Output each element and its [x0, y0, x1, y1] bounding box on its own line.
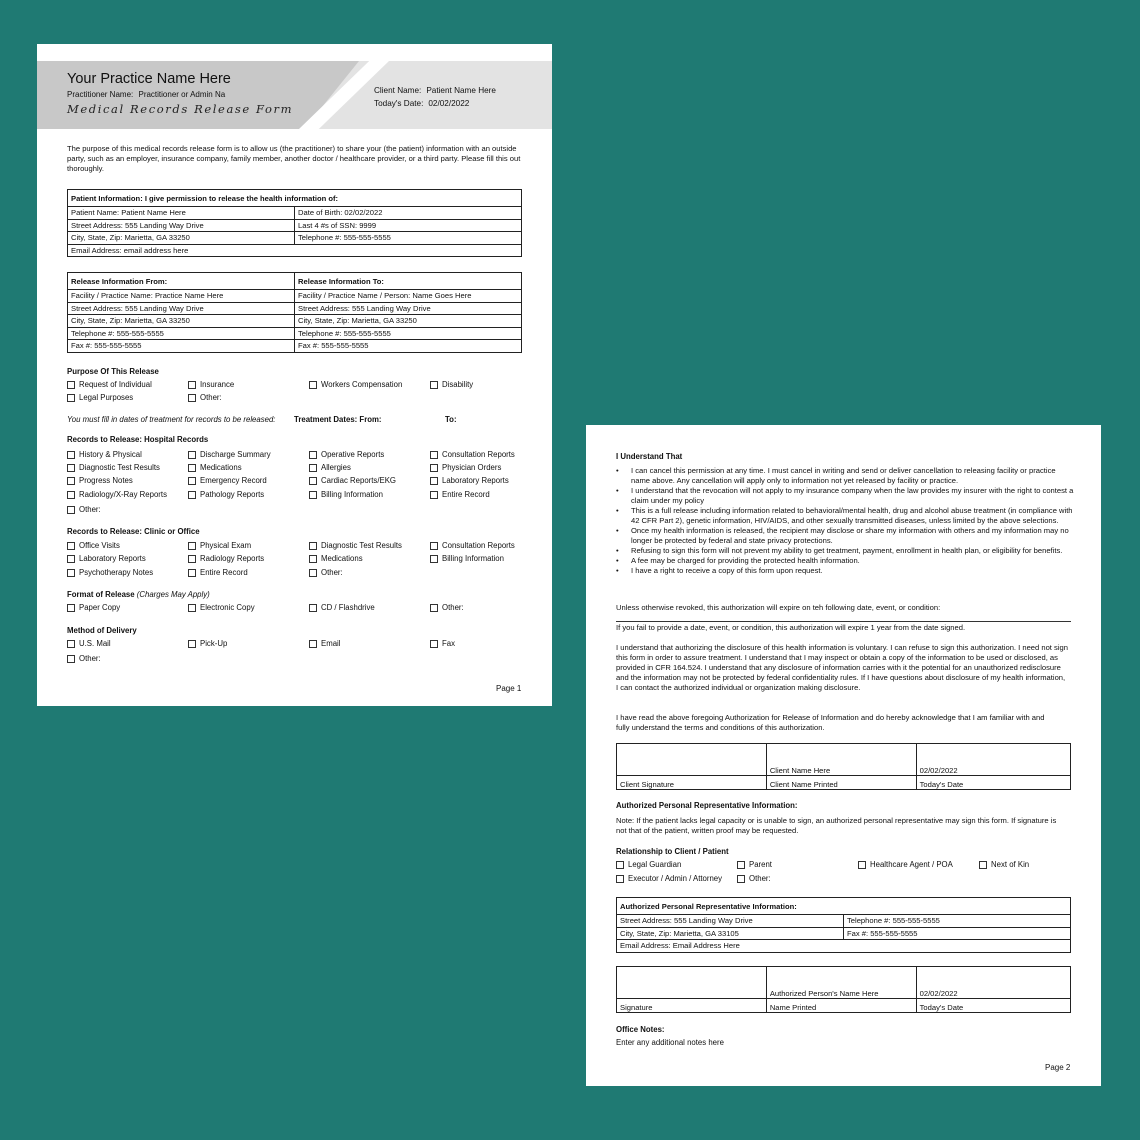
expire-input-line[interactable] [616, 621, 1071, 622]
from-city-field[interactable]: City, State, Zip: Marietta, GA 33250 [68, 315, 295, 328]
checkbox-box[interactable] [67, 394, 75, 402]
understand-list [616, 466, 1074, 576]
to-fax-field[interactable]: Fax #: 555-555-5555 [295, 340, 522, 353]
purpose-checkbox[interactable] [188, 380, 234, 389]
hospital-record-checkbox[interactable] [430, 463, 501, 472]
todays-date-label: Today's Date: [374, 99, 424, 108]
checkbox-box[interactable] [430, 381, 438, 389]
list-item: • Once my health information is released, the recipient may disclose or share my information with others and my information may no longer be protected by federal and state privacy protections. [616, 526, 1074, 546]
checkbox-box[interactable] [430, 640, 438, 648]
treatment-from-label[interactable]: Treatment Dates: From: [294, 415, 382, 424]
rep-printed-name-field[interactable]: Authorized Person's Name Here [766, 967, 916, 999]
rep-street-field[interactable]: Street Address: 555 Landing Way Drive [617, 915, 844, 928]
client-printed-name-field[interactable]: Client Name Here [766, 744, 916, 776]
list-item: • This is a full release including information related to behavioral/mental health, drug and alcohol abuse treatment (in compliance with 42 CFR Part 2), genetic information, HIV/AIDS, and other sexually transmitted diseases, unless limited by the above selections. [616, 506, 1074, 526]
expire-default-text: If you fail to provide a date, event, or condition, this authorization will expire 1 year from the date signed. [616, 623, 966, 632]
checkbox-box[interactable] [309, 604, 317, 612]
checkbox-label: Emergency Record [200, 476, 267, 485]
page-number: Page 2 [1045, 1063, 1071, 1072]
checkbox-label: Other: [749, 874, 771, 883]
purpose-checkbox[interactable] [67, 380, 152, 389]
checkbox-label: Other: [200, 393, 222, 402]
checkbox-box[interactable] [67, 464, 75, 472]
checkbox-label: Executor / Admin / Attorney [628, 874, 723, 883]
treatment-to-label[interactable]: To: [445, 415, 457, 424]
checkbox-label: Next of Kin [991, 860, 1030, 869]
checkbox-box[interactable] [188, 555, 196, 563]
hospital-record-checkbox[interactable] [67, 490, 167, 499]
checkbox-label: Allergies [321, 463, 351, 472]
hospital-records-heading: Records to Release: Hospital Records [67, 435, 209, 444]
rep-fax-field[interactable]: Fax #: 555-555-5555 [844, 927, 1071, 940]
rep-city-field[interactable]: City, State, Zip: Marietta, GA 33105 [617, 927, 844, 940]
clinic-record-checkbox[interactable] [309, 541, 402, 550]
checkbox-box[interactable] [430, 604, 438, 612]
todays-date-line [374, 99, 469, 108]
office-notes-heading: Office Notes: [616, 1025, 665, 1034]
checkbox-box[interactable] [430, 555, 438, 563]
relationship-checkbox[interactable] [616, 860, 681, 869]
checkbox-label: U.S. Mail [79, 639, 111, 648]
client-signature-table [616, 743, 1071, 790]
checkbox-box[interactable] [67, 569, 75, 577]
checkbox-box[interactable] [188, 604, 196, 612]
checkbox-label: Medications [200, 463, 242, 472]
client-name-label: Client Name: [374, 86, 422, 95]
checkbox-box[interactable] [430, 491, 438, 499]
checkbox-box[interactable] [188, 491, 196, 499]
hospital-record-checkbox[interactable] [188, 476, 267, 485]
checkbox-box[interactable] [430, 542, 438, 550]
checkbox-label: Consultation Reports [442, 450, 515, 459]
hospital-record-checkbox[interactable] [430, 490, 490, 499]
purpose-checkbox[interactable] [188, 393, 222, 402]
checkbox-box[interactable] [737, 875, 745, 883]
practitioner-label: Practitioner Name: [67, 90, 134, 99]
hospital-record-checkbox[interactable] [188, 490, 264, 499]
patient-info-heading: Patient Information: I give permission to release the health information of: [68, 190, 522, 207]
rep-info-table [616, 897, 1071, 953]
rep-signature-label: Signature [617, 999, 767, 1013]
clinic-records-heading: Records to Release: Clinic or Office [67, 527, 200, 536]
rep-date-field[interactable]: 02/02/2022 [916, 967, 1070, 999]
expire-text: Unless otherwise revoked, this authorization will expire on teh following date, event, or condition: [616, 603, 941, 612]
relationship-heading: Relationship to Client / Patient [616, 847, 729, 856]
todays-date-field[interactable]: 02/02/2022 [428, 99, 470, 108]
checkbox-box[interactable] [67, 451, 75, 459]
checkbox-label: Diagnostic Test Results [79, 463, 160, 472]
checkbox-label: Other: [321, 568, 343, 577]
voluntary-paragraph: I understand that authorizing the disclosure of this health information is voluntary. I can refuse to sign this authorization. I need not sign this form in order to assure treatment. I understand that I may inspect or obtain a copy of the information to be used or disclosed, as provided in CFR 164.524. I understand that any disclosure of information carries with it the potential for an unauthorized redisclosure and the information may not be protected by federal confidentiality rules. If I have questions about disclosure of my health information, I can contact the authorized individual or organization making disclosure. [616, 643, 1068, 692]
clinic-record-checkbox[interactable] [430, 554, 504, 563]
checkbox-box[interactable] [188, 451, 196, 459]
purpose-heading: Purpose Of This Release [67, 367, 159, 376]
delivery-checkbox[interactable] [430, 639, 455, 648]
form-title: Medical Records Release Form [67, 102, 294, 116]
checkbox-box[interactable] [67, 542, 75, 550]
hospital-record-checkbox[interactable] [309, 450, 384, 459]
rep-printed-label: Name Printed [766, 999, 916, 1013]
rep-info-heading: Authorized Personal Representative Information: [617, 898, 1071, 915]
client-signature-field[interactable] [617, 744, 767, 776]
list-item: • I have a right to receive a copy of this form upon request. [616, 566, 1074, 576]
client-printed-label: Client Name Printed [766, 776, 916, 790]
checkbox-label: Progress Notes [79, 476, 133, 485]
clinic-record-checkbox[interactable] [67, 554, 146, 563]
checkbox-box[interactable] [430, 464, 438, 472]
release-info-table [67, 272, 522, 353]
checkbox-box[interactable] [188, 477, 196, 485]
delivery-checkbox[interactable] [67, 654, 101, 663]
patient-street-field[interactable]: Street Address: 555 Landing Way Drive [68, 219, 295, 232]
from-street-field[interactable]: Street Address: 555 Landing Way Drive [68, 302, 295, 315]
checkbox-label: Legal Guardian [628, 860, 682, 869]
checkbox-label: Disability [442, 380, 474, 389]
checkbox-box[interactable] [67, 381, 75, 389]
page-2 [586, 425, 1101, 1086]
client-name-line [374, 86, 496, 95]
checkbox-box[interactable] [188, 381, 196, 389]
checkbox-label: Other: [79, 654, 101, 663]
checkbox-box[interactable] [188, 394, 196, 402]
release-to-heading: Release Information To: [295, 273, 522, 290]
clinic-record-checkbox[interactable] [188, 568, 248, 577]
rep-signature-table [616, 966, 1071, 1013]
from-fax-field[interactable]: Fax #: 555-555-5555 [68, 340, 295, 353]
checkbox-box[interactable] [737, 861, 745, 869]
practice-name: Your Practice Name Here [67, 71, 231, 87]
hospital-record-checkbox[interactable] [67, 463, 160, 472]
purpose-checkbox[interactable] [67, 393, 133, 402]
checkbox-label: Workers Compensation [321, 380, 403, 389]
checkbox-label: Request of Individual [79, 380, 152, 389]
checkbox-label: Discharge Summary [200, 450, 271, 459]
list-item: • I can cancel this permission at any time. I must cancel in writing and send or deliver cancellation to releasing facility or practice name above. Any cancellation will apply only to information not yet released by facility or practice. [616, 466, 1074, 486]
checkbox-box[interactable] [188, 569, 196, 577]
rep-heading: Authorized Personal Representative Information: [616, 801, 798, 810]
checkbox-label: History & Physical [79, 450, 142, 459]
hospital-record-checkbox[interactable] [309, 476, 396, 485]
checkbox-box[interactable] [309, 381, 317, 389]
format-checkbox[interactable] [430, 603, 464, 612]
to-phone-field[interactable]: Telephone #: 555-555-5555 [295, 327, 522, 340]
checkbox-label: Radiology Reports [200, 554, 265, 563]
checkbox-box[interactable] [188, 464, 196, 472]
checkbox-label: Pick-Up [200, 639, 228, 648]
checkbox-label: Diagnostic Test Results [321, 541, 402, 550]
checkbox-box[interactable] [858, 861, 866, 869]
checkbox-box[interactable] [67, 477, 75, 485]
clinic-record-checkbox[interactable] [67, 568, 153, 577]
checkbox-box[interactable] [430, 477, 438, 485]
format-heading-note: (Charges May Apply) [136, 590, 210, 599]
relationship-checkbox[interactable] [616, 874, 722, 883]
clinic-record-checkbox[interactable] [188, 541, 251, 550]
dob-field[interactable]: Date of Birth: 02/02/2022 [295, 207, 522, 220]
patient-name-field[interactable]: Patient Name: Patient Name Here [68, 207, 295, 220]
format-heading [67, 590, 210, 599]
checkbox-box[interactable] [309, 555, 317, 563]
delivery-checkbox[interactable] [67, 639, 111, 648]
checkbox-label: Healthcare Agent / POA [870, 860, 953, 869]
from-phone-field[interactable]: Telephone #: 555-555-5555 [68, 327, 295, 340]
client-name-field[interactable]: Patient Name Here [426, 86, 496, 95]
checkbox-box[interactable] [309, 542, 317, 550]
hospital-record-checkbox[interactable] [67, 450, 142, 459]
format-checkbox[interactable] [309, 603, 375, 612]
clinic-record-checkbox[interactable] [309, 568, 343, 577]
checkbox-label: Entire Record [200, 568, 248, 577]
checkbox-label: Parent [749, 860, 772, 869]
checkbox-box[interactable] [309, 477, 317, 485]
checkbox-box[interactable] [67, 640, 75, 648]
list-item: • I understand that the revocation will not apply to my insurance company when the law provides my insurer with the right to contest a claim under my policy [616, 486, 1074, 506]
patient-phone-field[interactable]: Telephone #: 555-555-5555 [295, 232, 522, 245]
checkbox-box[interactable] [616, 875, 624, 883]
hospital-record-checkbox[interactable] [430, 476, 509, 485]
client-date-label: Today's Date [916, 776, 1070, 790]
clinic-record-checkbox[interactable] [67, 541, 120, 550]
patient-info-table [67, 189, 522, 257]
hospital-record-checkbox[interactable] [188, 450, 271, 459]
practitioner-line [67, 90, 225, 99]
purpose-checkbox[interactable] [309, 380, 402, 389]
hospital-record-checkbox[interactable] [309, 490, 383, 499]
page-1 [37, 44, 552, 706]
rep-date-label: Today's Date [916, 999, 1070, 1013]
delivery-checkbox[interactable] [188, 639, 227, 648]
checkbox-label: Paper Copy [79, 603, 121, 612]
checkbox-box[interactable] [67, 506, 75, 514]
checkbox-box[interactable] [67, 491, 75, 499]
checkbox-label: Radiology/X-Ray Reports [79, 490, 167, 499]
checkbox-label: Operative Reports [321, 450, 385, 459]
to-city-field[interactable]: City, State, Zip: Marietta, GA 33250 [295, 315, 522, 328]
hospital-record-checkbox[interactable] [67, 505, 101, 514]
relationship-checkbox[interactable] [737, 874, 771, 883]
hospital-record-checkbox[interactable] [67, 476, 133, 485]
format-checkbox[interactable] [188, 603, 255, 612]
rep-signature-field[interactable] [617, 967, 767, 999]
checkbox-label: Physician Orders [442, 463, 502, 472]
delivery-heading: Method of Delivery [67, 626, 137, 635]
treatment-dates-note: You must fill in dates of treatment for records to be released: [67, 415, 276, 424]
format-heading-text: Format of Release [67, 590, 135, 599]
rep-phone-field[interactable]: Telephone #: 555-555-5555 [844, 915, 1071, 928]
checkbox-label: Fax [442, 639, 455, 648]
client-date-field[interactable]: 02/02/2022 [916, 744, 1070, 776]
client-signature-label: Client Signature [617, 776, 767, 790]
checkbox-box[interactable] [309, 569, 317, 577]
checkbox-box[interactable] [67, 604, 75, 612]
checkbox-label: Laboratory Reports [79, 554, 146, 563]
office-notes-field[interactable]: Enter any additional notes here [616, 1038, 724, 1047]
checkbox-label: Insurance [200, 380, 235, 389]
rep-email-field[interactable]: Email Address: Email Address Here [617, 940, 1071, 953]
relationship-checkbox[interactable] [979, 860, 1029, 869]
hospital-record-checkbox[interactable] [430, 450, 515, 459]
checkbox-label: Other: [79, 505, 101, 514]
hospital-record-checkbox[interactable] [188, 463, 242, 472]
checkbox-label: Billing Information [321, 490, 383, 499]
practitioner-field[interactable]: Practitioner or Admin Na [138, 90, 226, 99]
acknowledge-paragraph: I have read the above foregoing Authorization for Release of Information and do hereby acknowledge that I am familiar with and fully understand the terms and conditions of this authorization. [616, 713, 1045, 732]
checkbox-box[interactable] [309, 464, 317, 472]
checkbox-box[interactable] [309, 491, 317, 499]
checkbox-box[interactable] [67, 655, 75, 663]
rep-note: Note: If the patient lacks legal capacity or is unable to sign, an authorized personal representative may sign this form. If signature is not that of the patient, written proof may be requested. [616, 816, 1057, 835]
delivery-checkbox[interactable] [309, 639, 341, 648]
patient-city-field[interactable]: City, State, Zip: Marietta, GA 33250 [68, 232, 295, 245]
checkbox-box[interactable] [67, 555, 75, 563]
relationship-checkbox[interactable] [858, 860, 953, 869]
from-facility-field[interactable]: Facility / Practice Name: Practice Name Here [68, 290, 295, 303]
checkbox-label: Email [321, 639, 341, 648]
checkbox-box[interactable] [188, 542, 196, 550]
checkbox-label: Legal Purposes [79, 393, 134, 402]
checkbox-box[interactable] [616, 861, 624, 869]
checkbox-label: Consultation Reports [442, 541, 515, 550]
checkbox-label: Cardiac Reports/EKG [321, 476, 396, 485]
checkbox-label: Medications [321, 554, 363, 563]
checkbox-box[interactable] [309, 451, 317, 459]
ssn-field[interactable]: Last 4 #s of SSN: 9999 [295, 219, 522, 232]
understand-heading: I Understand That [616, 452, 683, 461]
checkbox-box[interactable] [430, 451, 438, 459]
clinic-record-checkbox[interactable] [188, 554, 264, 563]
checkbox-box[interactable] [309, 640, 317, 648]
checkbox-box[interactable] [188, 640, 196, 648]
release-from-heading: Release Information From: [68, 273, 295, 290]
purpose-checkbox[interactable] [430, 380, 473, 389]
format-checkbox[interactable] [67, 603, 120, 612]
checkbox-label: Laboratory Reports [442, 476, 509, 485]
intro-paragraph: The purpose of this medical records release form is to allow us (the practitioner) to share your (the patient) information with an outside party, such as an employer, insurance company, family member, another doctor / healthcare provider, or a third party. Please fill this out thoroughly. [67, 144, 521, 173]
checkbox-label: Office Visits [79, 541, 120, 550]
checkbox-label: Pathology Reports [200, 490, 265, 499]
checkbox-label: Billing Information [442, 554, 504, 563]
checkbox-label: CD / Flashdrive [321, 603, 375, 612]
checkbox-label: Other: [442, 603, 464, 612]
checkbox-label: Electronic Copy [200, 603, 255, 612]
checkbox-label: Physical Exam [200, 541, 252, 550]
checkbox-label: Psychotherapy Notes [79, 568, 154, 577]
checkbox-label: Entire Record [442, 490, 490, 499]
clinic-record-checkbox[interactable] [309, 554, 363, 563]
clinic-record-checkbox[interactable] [430, 541, 515, 550]
relationship-checkbox[interactable] [737, 860, 772, 869]
to-facility-field[interactable]: Facility / Practice Name / Person: Name Goes Here [295, 290, 522, 303]
page-number: Page 1 [496, 684, 522, 693]
checkbox-box[interactable] [979, 861, 987, 869]
list-item: • Refusing to sign this form will not prevent my ability to get treatment, payment, enrollment in health plan, or eligibility for benefits. [616, 546, 1074, 556]
to-street-field[interactable]: Street Address: 555 Landing Way Drive [295, 302, 522, 315]
list-item: • A fee may be charged for providing the protected health information. [616, 556, 1074, 566]
patient-email-field[interactable]: Email Address: email address here [68, 244, 522, 257]
hospital-record-checkbox[interactable] [309, 463, 351, 472]
